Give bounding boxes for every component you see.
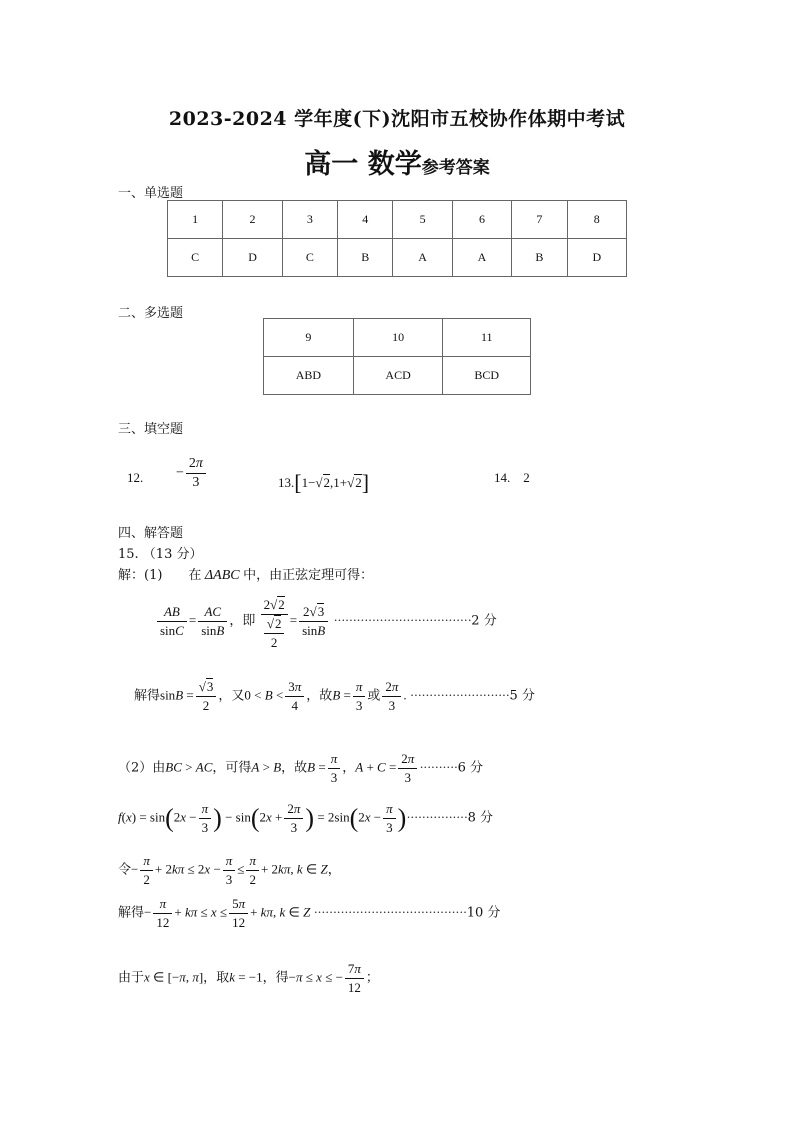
score-2: 2 分: [471, 613, 497, 629]
table-cell: 2: [223, 201, 282, 239]
score-10: 10 分: [466, 905, 501, 921]
table-cell: ABD: [264, 357, 354, 395]
table-row: [264, 319, 531, 357]
table-cell: B: [338, 239, 393, 277]
multi-choice-table: [263, 318, 531, 395]
answer-14-label: 14.: [494, 470, 511, 485]
q15-gu: ，故: [306, 688, 333, 704]
score-8: 8 分: [467, 810, 493, 826]
page-title: 2023-2024 学年度(下)沈阳市五校协作体期中考试: [168, 108, 626, 130]
q15-sinB-solution: 解得sinB = $\frac{√3}{2}$ ，又0 < B < $\frac{3\pi}{4}$ ，故B = $\frac{\pi}{3}$ 或 $\frac{2\pi}{3}$ . ··························5 分: [134, 679, 535, 713]
table-cell: 7: [512, 201, 567, 239]
table-row: [168, 239, 627, 277]
q15-you: ，又: [218, 688, 245, 704]
answer-12-label: 12.: [127, 470, 144, 485]
table-cell: C: [282, 239, 337, 277]
answer-13: 13.[1−√2,1+√2]: [278, 470, 370, 495]
section-multi-choice: 二、多选题: [118, 306, 184, 321]
q15-de: ，得: [262, 970, 289, 986]
q15-jiede: 解得: [134, 688, 161, 704]
table-cell: BCD: [443, 357, 531, 395]
q15-kede: ，可得: [212, 760, 252, 776]
table-cell: 11: [443, 319, 531, 357]
q15-part1-intro: 解：(1) 在 ΔABC 中，由正弦定理可得：: [118, 568, 374, 583]
answer-12: − $\frac{2\pi}{3}$: [176, 455, 208, 492]
table-cell: 4: [338, 201, 393, 239]
subtitle-small: 参考答案: [421, 158, 490, 178]
q15-part1-label: 解：(1) 在: [118, 568, 202, 583]
table-row: [264, 357, 531, 395]
q15-jiede2: 解得: [118, 905, 145, 921]
q15-inequality: 令− $\frac{\pi}{2}$ + 2kπ ≤ 2x − $\frac{\pi}{3}$ ≤ $\frac{\pi}{2}$ + 2kπ, k ∈ Z，: [118, 853, 341, 887]
q15-ji: ，即: [229, 613, 256, 629]
table-cell: ACD: [353, 357, 443, 395]
table-cell: B: [512, 239, 567, 277]
table-cell: 9: [264, 319, 354, 357]
section-fill-blank: 三、填空题: [118, 422, 184, 437]
single-choice-table: [167, 200, 627, 277]
section-solutions: 四、解答题: [118, 526, 184, 541]
q15-youyu: 由于: [118, 970, 145, 986]
q15-law-of-sines: $\frac{AB}{\sin C}$ = $\frac{AC}{\sin B}$ ，即 $\frac{2√2}{\frac{√2}{2}}$ = $\frac{2√3}{\sin B}$ ····································2 分: [155, 596, 497, 652]
table-cell: 3: [282, 201, 337, 239]
q15-part2: （2）由BC > AC，可得A > B，故B = $\frac{\pi}{3}$ ，A + C = $\frac{2\pi}{3}$ ··········6 分: [118, 751, 484, 785]
table-cell: D: [567, 239, 626, 277]
score-6: 6 分: [457, 760, 484, 776]
answer-13-label: 13.: [278, 475, 295, 490]
q15-qu: ，取: [203, 970, 230, 986]
table-cell: A: [452, 239, 511, 277]
q15-part1-text: 中，由正弦定理可得：: [243, 568, 374, 583]
q15-huo: 或: [367, 688, 381, 704]
table-cell: C: [168, 239, 223, 277]
q15-conclusion: 由于x ∈ [−π, π]，取k = −1，得−π ≤ x ≤ − $\frac{7\pi}{12}$ ；: [118, 961, 379, 995]
answer-14-value: 2: [523, 470, 530, 485]
section-single-choice: 一、单选题: [118, 186, 184, 201]
table-cell: 5: [393, 201, 452, 239]
q15-fx-simplify: f(x) = sin(2x − $\frac{\pi}{3}$ ) − sin(2x + $\frac{2\pi}{3}$ ) = 2sin(2x − $\frac{\pi}{3}$ )················8 分: [118, 801, 493, 835]
table-cell: D: [223, 239, 282, 277]
score-5: 5 分: [509, 688, 535, 704]
table-cell: 1: [168, 201, 223, 239]
q15-header: 15. （13 分）: [118, 547, 203, 562]
q15-interval: 解得− $\frac{\pi}{12}$ + kπ ≤ x ≤ $\frac{5\pi}{12}$ + kπ, k ∈ Z ········································10 分: [118, 896, 501, 930]
q15-ling: 令: [118, 862, 132, 878]
subtitle-big: 高一 数学: [304, 149, 422, 180]
page-subtitle: [0, 142, 794, 181]
table-cell: 8: [567, 201, 626, 239]
answer-14: [494, 470, 530, 486]
table-cell: 6: [452, 201, 511, 239]
q15-part2-label: （2）由: [118, 760, 166, 776]
table-row: [168, 201, 627, 239]
table-cell: A: [393, 239, 452, 277]
q15-gu-2: ，故: [281, 760, 308, 776]
table-cell: 10: [353, 319, 443, 357]
